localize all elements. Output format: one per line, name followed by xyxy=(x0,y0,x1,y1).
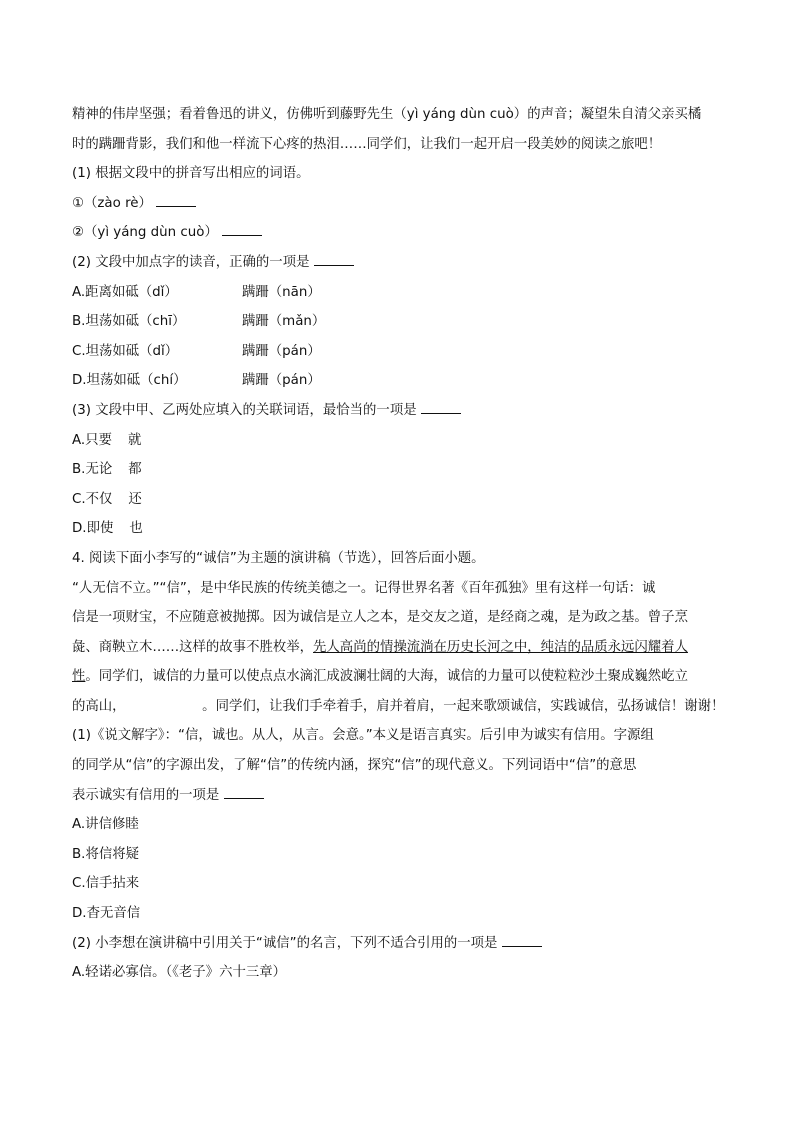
sub1-line-1: (1)《说文解字》：“信，诚也。从人，从言。会意。”本义是语言真实。后引申为诚实有信用。字源组 xyxy=(72,728,654,744)
sub2-stem-text: (2) 小李想在演讲稿中引用关于“诚信”的名言，下列不适合引用的一项是 xyxy=(72,935,498,951)
speech-line-5: 的高山， 。同学们，让我们手牵着手，肩并着肩，一起来歌颂诚信，实践诚信，弘扬诚信！谢谢！ xyxy=(72,698,725,714)
q2-option-c[interactable] xyxy=(72,337,732,367)
sub1-line-3-text: 表示诚实有信用的一项是 xyxy=(72,787,220,803)
answer-blank[interactable] xyxy=(502,945,542,947)
q3-option-b-right: 都 xyxy=(128,462,142,478)
q2-option-a[interactable] xyxy=(72,278,732,308)
underlined-sentence-end: 性 xyxy=(72,669,86,685)
answer-blank[interactable] xyxy=(314,264,354,266)
q3-option-c-left: C.不仅 xyxy=(72,491,113,507)
q1-item-a-text: ①（zào rè） xyxy=(72,195,152,211)
q1-item-a xyxy=(72,189,732,219)
q3-option-c-right: 还 xyxy=(128,491,142,507)
q2-stem xyxy=(72,248,732,278)
q3-option-b[interactable] xyxy=(72,455,732,485)
q3-stem-text: (3) 文段中甲、乙两处应填入的关联词语，最恰当的一项是 xyxy=(72,402,417,418)
q3-option-d[interactable] xyxy=(72,514,732,544)
q3-option-d-right: 也 xyxy=(129,521,143,537)
q2-option-d[interactable] xyxy=(72,366,732,396)
q2-option-b-right: 蹒跚（mǎn） xyxy=(242,314,326,330)
q4-title: 4. 阅读下面小李写的“诚信”为主题的演讲稿（节选），回答后面小题。 xyxy=(72,550,485,566)
q2-option-c-right: 蹒跚（pán） xyxy=(242,343,321,359)
q3-option-b-left: B.无论 xyxy=(72,462,113,478)
q3-option-a-right: 就 xyxy=(127,432,142,448)
answer-blank[interactable] xyxy=(222,234,262,236)
speech-line-4-plain: 。同学们，诚信的力量可以使点点水滴汇成波澜壮阔的大海，诚信的力量可以使粒粒沙土聚成巍然屹立 xyxy=(85,669,688,685)
speech-line-4 xyxy=(72,662,732,692)
sub1-option-c[interactable]: C.信手拈来 xyxy=(72,876,140,892)
q2-stem-text: (2) 文段中加点字的读音，正确的一项是 xyxy=(72,254,310,270)
q2-option-b-left: B.坦荡如砥（chī） xyxy=(72,314,186,330)
speech-line-3 xyxy=(72,633,732,663)
q3-stem xyxy=(72,396,732,426)
q3-option-c[interactable] xyxy=(72,485,732,515)
sub2-stem xyxy=(72,929,732,959)
sub1-option-a[interactable]: A.讲信修睦 xyxy=(72,817,139,833)
speech-line-1: “人无信不立。”“信”，是中华民族的传统美德之一。记得世界名著《百年孤独》里有这样一句话：诚 xyxy=(72,580,656,596)
sub1-line-3 xyxy=(72,781,732,811)
q1-item-b-text: ②（yì yáng dùn cuò） xyxy=(72,225,218,241)
q1-stem: (1) 根据文段中的拼音写出相应的词语。 xyxy=(72,166,310,182)
q2-option-a-right: 蹒跚（nān） xyxy=(242,284,321,300)
sub1-option-b[interactable]: B.将信将疑 xyxy=(72,846,140,862)
underlined-sentence: 先人高尚的情操流淌在历史长河之中，纯洁的品质永远闪耀着人 xyxy=(313,639,688,655)
intro-line-1: 精神的伟岸坚强；看着鲁迅的讲义，仿佛听到藤野先生（yì yáng dùn cuò）的声音；凝望朱自清父亲买橘 xyxy=(72,107,702,122)
sub1-line-2: 的同学从“信”的字源出发，了解“信”的传统内涵，探究“信”的现代意义。下列词语中“信”的意思 xyxy=(72,758,637,774)
q2-option-b[interactable] xyxy=(72,307,732,337)
q2-option-c-left: C.坦荡如砥（dǐ） xyxy=(72,343,179,359)
q3-option-a[interactable] xyxy=(72,426,732,456)
speech-line-2: 信是一项财宝，不应随意被抛掷。因为诚信是立人之本，是交友之道，是经商之魂，是为政之基。曾子烹 xyxy=(72,610,688,626)
answer-blank[interactable] xyxy=(224,797,264,799)
q3-option-d-left: D.即使 xyxy=(72,521,114,537)
answer-blank[interactable] xyxy=(156,205,196,207)
speech-line-3-plain: 彘、商鞅立木……这样的故事不胜枚举， xyxy=(72,639,314,655)
q2-option-d-right: 蹒跚（pán） xyxy=(242,373,321,389)
exam-page xyxy=(72,100,732,988)
q2-option-a-left: A.距离如砥（dǐ） xyxy=(72,284,178,300)
q1-item-b xyxy=(72,218,732,248)
q2-option-d-left: D.坦荡如砥（chí） xyxy=(72,373,187,389)
answer-blank[interactable] xyxy=(421,412,461,414)
sub2-option-a[interactable]: A.轻诺必寡信。（《老子》六十三章） xyxy=(72,965,287,981)
q3-option-a-left: A.只要 xyxy=(72,432,112,448)
intro-line-2: 时的蹒跚背影，我们和他一样流下心疼的热泪……同学们，让我们一起开启一段美妙的阅读之旅吧！ xyxy=(72,136,662,152)
sub1-option-d[interactable]: D.杳无音信 xyxy=(72,906,141,922)
